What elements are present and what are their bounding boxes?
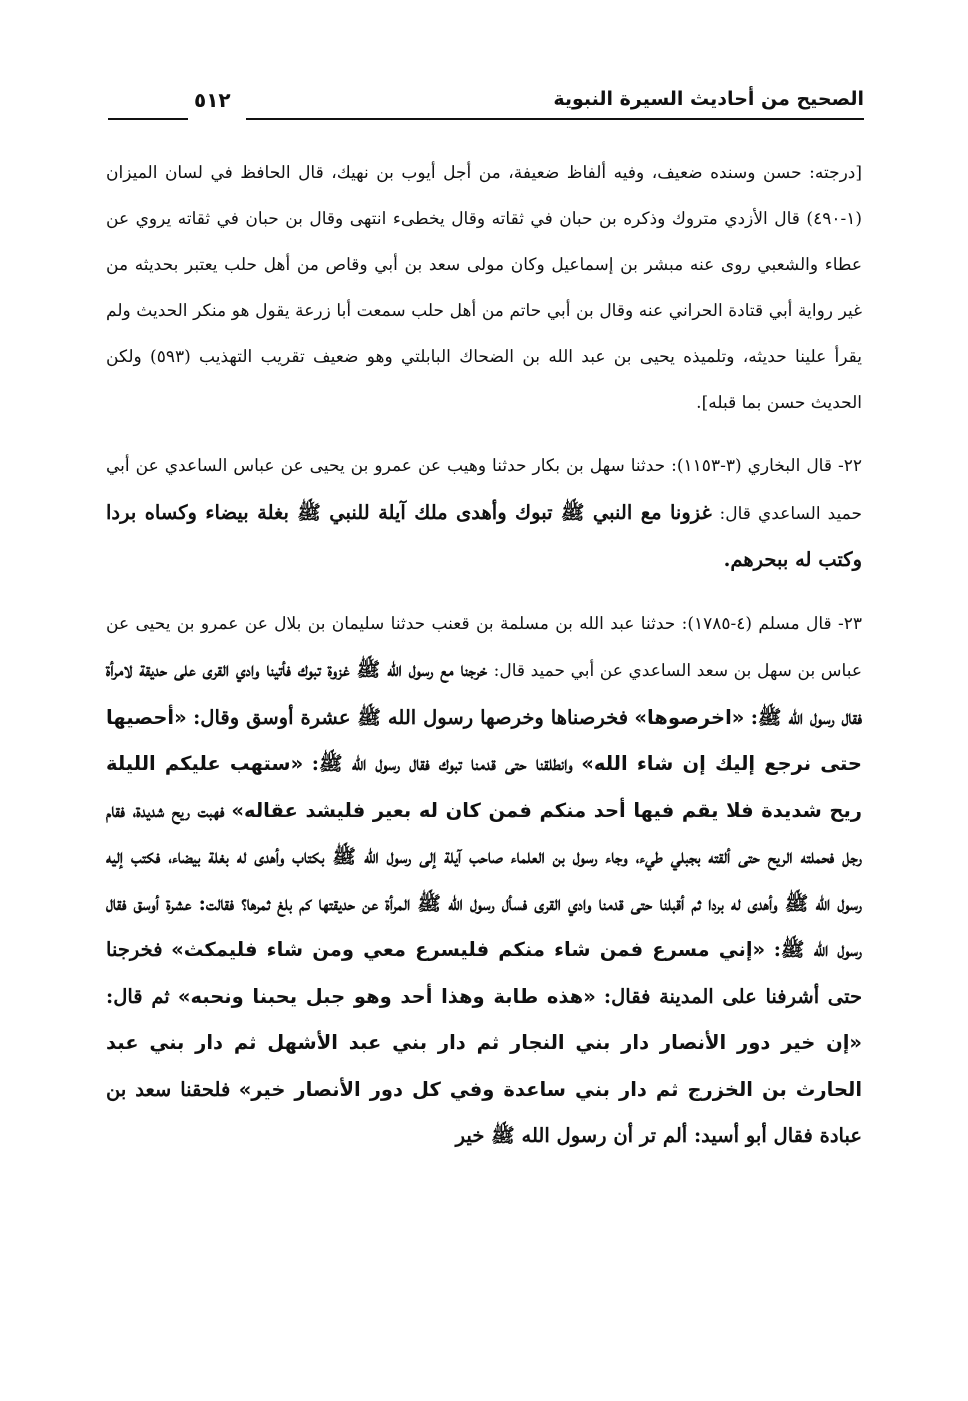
grading-note: [درجته: حسن وسنده ضعيف، وفيه ألفاظ ضعيفة، من أجل أيوب بن نهيك، قال الحافظ في لسان الميزان (١-٤٩٠) قال الأزدي متروك وذكره بن حبان في ثقاته وقال يخطىء انتهى وقال بن حبان في ثقاته يروي عن عطاء والشعبي روى عنه مبشر بن إسماعيل وكان مولى سعد بن أبي وقاص من أهل حلب يعتبر بحديثه من غير رواية أبي قتادة الحراني عنه وقال بن أبي حاتم من أهل حلب سمعت أبا زرعة يقول هو منكر الحديث ولم يقرأ علينا حديثه، وتلميذه يحيى بن عبد الله بن الضحاك البابلتي وهو ضعيف تقريب التهذيب (٥٩٣) ولكن الحديث حسن بما قبله]. <box>106 163 862 413</box>
running-title: الصحيح من أحاديث السيرة النبوية <box>553 88 864 110</box>
hadith-23-quote-5: «هذه طابة وهذا أحد وهو جبل يحبنا ونحبه» <box>177 984 596 1008</box>
header-rule-short <box>108 118 188 120</box>
hadith-23-text-3: وانطلقنا حتى قدمنا تبوك فقال رسول الله ﷺ: <box>311 752 573 775</box>
hadith-23-text-1: خرجنا مع رسول الله ﷺ غزوة تبوك فأتينا وادي القرى على حديقة لامرأة فقال رسول الله ﷺ: <box>106 658 862 729</box>
hadith-23-quote-2: «أحصيها حتى نرجع إليك إن شاء الله» <box>106 705 862 775</box>
hadith-23-quote-1: «اخرصوها» <box>634 705 745 729</box>
hadith-23 <box>106 600 862 1160</box>
hadith-23-quote-3: «ستهب عليكم الليلة ريح شديدة فلا يقم فيها أحد منكم فمن كان له بعير فليشد عقاله» <box>106 752 862 822</box>
page-header <box>108 84 864 120</box>
hadith-22-matn: غزونا مع النبي ﷺ تبوك وأهدى ملك آيلة للنبي ﷺ بغلة بيضاء وكساه بردا وكتب له ببحرهم. <box>106 500 862 571</box>
hadith-23-quote-6: «إن خير دور الأنصار دار بني النجار ثم دار بني عبد الأشهل ثم دار بني عبد الحارث بن الخزرج ثم دار بني ساعدة وفي كل دور الأنصار خير» <box>106 1031 863 1101</box>
hadith-23-text-4: فهبت ريح شديدة، فقام رجل فحملته الريح حتى ألقته بجبلي طيء، وجاء رسول بن العلماء صاحب آيلة إلى رسول الله ﷺ بكتاب وأهدى له بغلة بيضاء، فكتب إليه رسول الله ﷺ وأهدى له بردا ثم أقبلنا حتى قدمنا وادي القرى فسأل رسول الله ﷺ المرأة عن حديقتها كم بلغ ثمرها؟ فقالت: عشرة أوسق فقال رسول الله ﷺ: <box>106 798 863 961</box>
hadith-23-isnad: ٢٣- قال مسلم (٤-١٧٨٥): حدثنا عبد الله بن مسلمة بن قعنب حدثنا سليمان بن بلال عن عمرو بن يحيى عن عباس بن سهل بن سعد الساعدي عن أبي حميد قال: <box>106 613 862 681</box>
hadith-22-isnad: ٢٢- قال البخاري (٣-١١٥٣): حدثنا سهل بن بكار حدثنا وهيب عن عمرو بن يحيى عن عباس الساعدي عن أبي حميد الساعدي قال: <box>106 456 863 524</box>
paragraph-gap <box>106 426 862 442</box>
paragraph-gap <box>106 584 862 600</box>
hadith-23-text-5: فخرجنا حتى أشرفنا على المدينة فقال: <box>106 938 863 1008</box>
header-rule <box>246 118 864 120</box>
hadith-22 <box>106 442 862 584</box>
hadith-23-quote-4: «إني مسرع فمن شاء منكم فليسرع معي ومن شاء فليمكث» <box>171 938 766 961</box>
hadith-23-text-6: ثم قال: <box>106 984 170 1008</box>
page-body <box>106 150 862 1160</box>
page-number: ٥١٢ <box>194 88 231 112</box>
hadith-23-text-2: فخرصناها وخرصها رسول الله ﷺ عشرة أوسق وقال: <box>193 705 629 729</box>
hadith-23-text-7: فلحقنا سعد بن عبادة فقال أبو أسيد: ألم تر أن رسول الله ﷺ خير <box>106 1077 862 1147</box>
